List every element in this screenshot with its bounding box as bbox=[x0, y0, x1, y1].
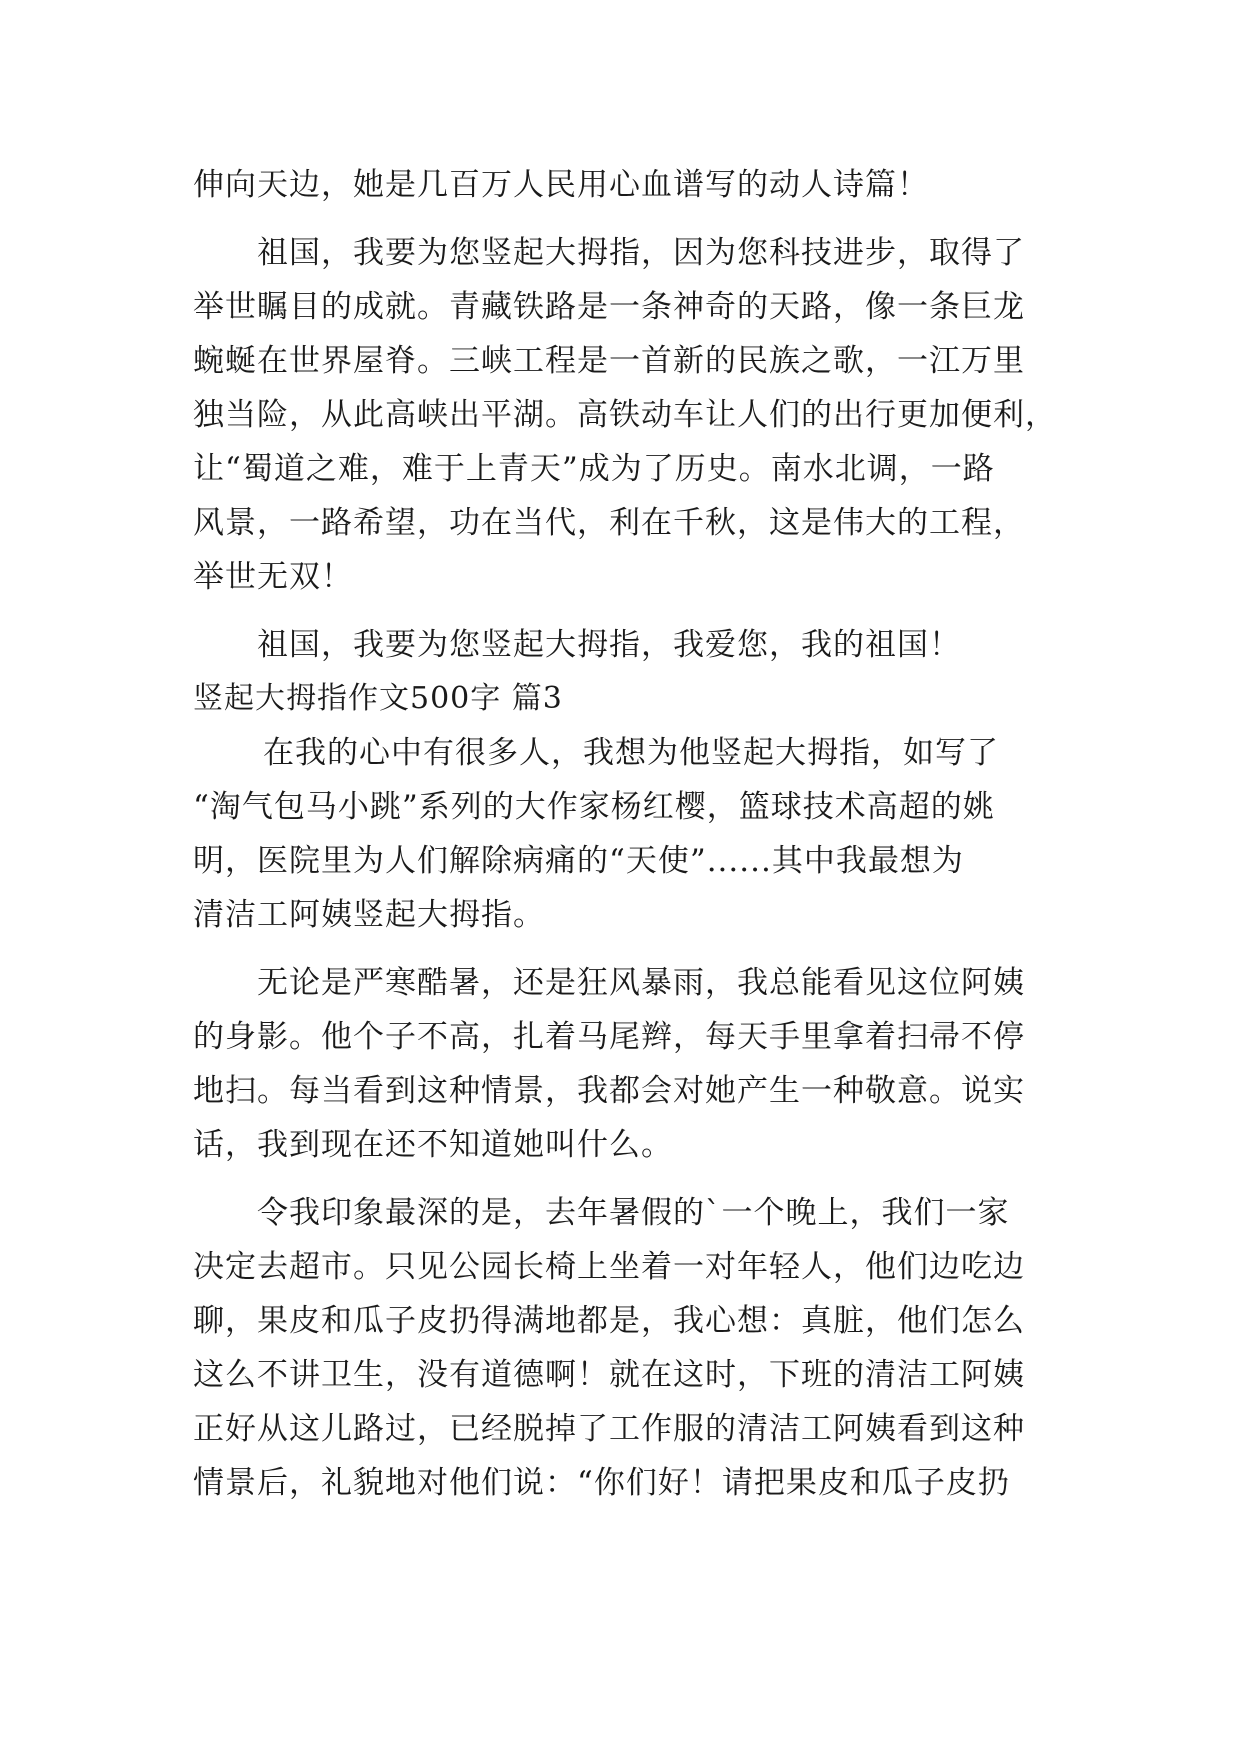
text-line: 祖国，我要为您竖起大拇指，我爱您，我的祖国！ bbox=[257, 627, 961, 663]
text-line: 蜿蜒在世界屋脊。三峡工程是一首新的民族之歌，一江万里 bbox=[193, 343, 1025, 379]
text-line: 令我印象最深的是，去年暑假的`一个晚上，我们一家 bbox=[257, 1195, 1010, 1231]
text-line: 清洁工阿姨竖起大拇指。 bbox=[193, 897, 545, 933]
text-line: 明，医院里为人们解除病痛的“天使”......其中我最想为 bbox=[193, 843, 964, 879]
text-line: 聊，果皮和瓜子皮扔得满地都是，我心想：真脏，他们怎么 bbox=[193, 1303, 1025, 1339]
text-line: 在我的心中有很多人，我想为他竖起大拇指，如写了 bbox=[263, 735, 999, 771]
paragraph bbox=[193, 158, 1058, 212]
text-line: 风景，一路希望，功在当代，利在千秋，这是伟大的工程， bbox=[193, 505, 1025, 541]
text-line: 话，我到现在还不知道她叫什么。 bbox=[193, 1127, 673, 1163]
text-line: 的身影。他个子不高，扎着马尾辫，每天手里拿着扫帚不停 bbox=[193, 1019, 1025, 1055]
text-line: 无论是严寒酷暑，还是狂风暴雨，我总能看见这位阿姨 bbox=[257, 965, 1025, 1001]
paragraph bbox=[193, 618, 1058, 672]
text-line: 举世瞩目的成就。青藏铁路是一条神奇的天路，像一条巨龙 bbox=[193, 289, 1025, 325]
text-line: 伸向天边，她是几百万人民用心血谱写的动人诗篇！ bbox=[193, 167, 929, 203]
paragraph bbox=[193, 956, 1058, 1172]
paragraph bbox=[193, 1186, 1058, 1510]
text-line: 独当险，从此高峡出平湖。高铁动车让人们的出行更加便利， bbox=[193, 397, 1057, 433]
text-line: 祖国，我要为您竖起大拇指，因为您科技进步，取得了 bbox=[257, 235, 1025, 271]
text-line: 这么不讲卫生，没有道德啊！就在这时，下班的清洁工阿姨 bbox=[193, 1357, 1025, 1393]
text-line: 让“蜀道之难，难于上青天”成为了历史。南水北调，一路 bbox=[193, 451, 995, 487]
document-page bbox=[193, 158, 1058, 1510]
heading-line: 竖起大拇指作文500字 篇3 bbox=[193, 681, 563, 716]
text-line: 正好从这儿路过，已经脱掉了工作服的清洁工阿姨看到这种 bbox=[193, 1411, 1025, 1447]
section-heading bbox=[193, 672, 1058, 726]
text-line: 地扫。每当看到这种情景，我都会对她产生一种敬意。说实 bbox=[193, 1073, 1025, 1109]
text-line: “淘气包马小跳”系列的大作家杨红樱，篮球技术高超的姚 bbox=[193, 789, 995, 825]
paragraph bbox=[193, 726, 1058, 942]
text-line: 情景后，礼貌地对他们说：“你们好！请把果皮和瓜子皮扔 bbox=[193, 1465, 1010, 1501]
paragraph bbox=[193, 226, 1058, 604]
text-line: 举世无双！ bbox=[193, 559, 353, 595]
text-line: 决定去超市。只见公园长椅上坐着一对年轻人，他们边吃边 bbox=[193, 1249, 1025, 1285]
